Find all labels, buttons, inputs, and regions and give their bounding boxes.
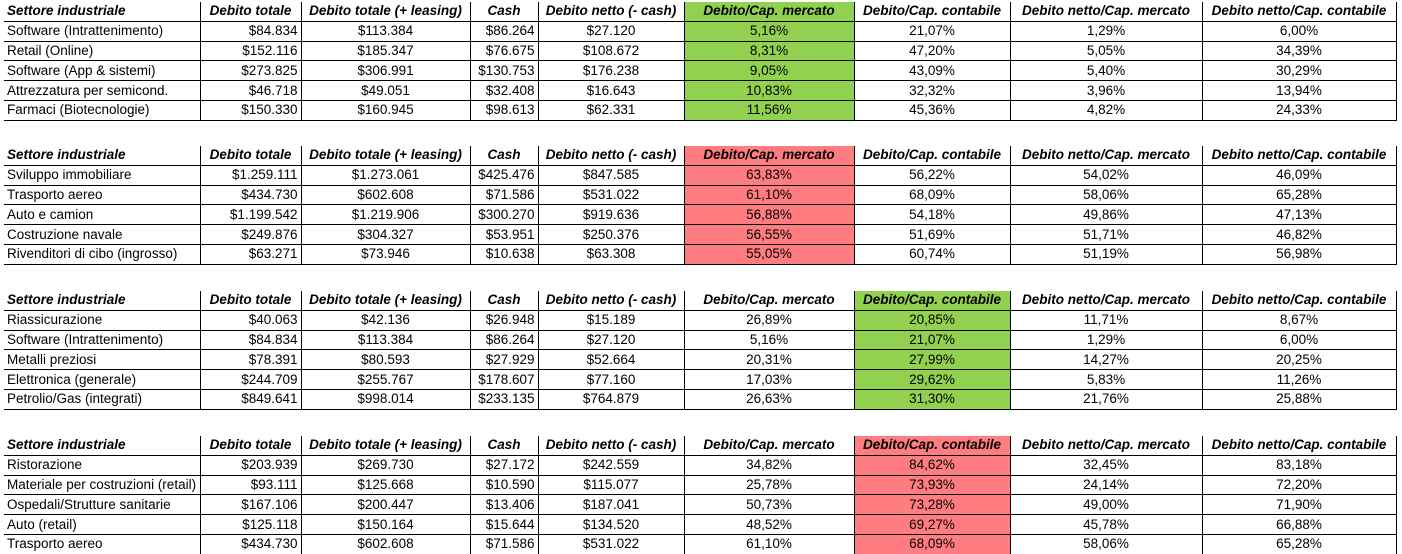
table-row	[4, 495, 1396, 515]
sector-cell[interactable]: Elettronica (generale)	[4, 370, 200, 390]
value-cell[interactable]: $134.520	[538, 515, 684, 535]
header-row	[4, 146, 1396, 165]
header-row	[4, 2, 1396, 21]
value-cell[interactable]: 21,07%	[854, 330, 1010, 350]
value-cell[interactable]: $300.270	[470, 205, 538, 225]
value-cell[interactable]: 5,16%	[684, 330, 854, 350]
value-cell[interactable]: $10.590	[470, 475, 538, 495]
table-row	[4, 310, 1396, 330]
value-cell[interactable]: $26.948	[470, 310, 538, 330]
column-header[interactable]: Debito totale (+ leasing)	[301, 291, 470, 310]
value-cell[interactable]: $16.643	[538, 81, 684, 101]
value-cell[interactable]: 24,14%	[1010, 475, 1202, 495]
value-cell[interactable]: 14,27%	[1010, 350, 1202, 370]
value-cell[interactable]: 50,73%	[684, 495, 854, 515]
value-cell[interactable]: 30,29%	[1202, 61, 1396, 81]
value-cell[interactable]: 34,82%	[684, 455, 854, 475]
sector-cell[interactable]: Costruzione navale	[4, 225, 200, 245]
value-cell[interactable]: $849.641	[200, 389, 301, 409]
value-cell[interactable]: 11,71%	[1010, 310, 1202, 330]
value-cell[interactable]: 61,10%	[684, 534, 854, 553]
column-header[interactable]: Debito netto (- cash)	[538, 291, 684, 310]
sector-cell[interactable]: Petrolio/Gas (integrati)	[4, 389, 200, 409]
value-cell[interactable]: 72,20%	[1202, 475, 1396, 495]
value-cell[interactable]: 21,07%	[854, 21, 1010, 41]
value-cell[interactable]: 56,55%	[684, 225, 854, 245]
value-cell[interactable]: $113.384	[301, 21, 470, 41]
value-cell[interactable]: 55,05%	[684, 244, 854, 264]
table-row	[4, 61, 1396, 81]
value-cell[interactable]: $249.876	[200, 225, 301, 245]
value-cell[interactable]: 1,29%	[1010, 330, 1202, 350]
value-cell[interactable]: 65,28%	[1202, 534, 1396, 553]
value-cell[interactable]: 54,02%	[1010, 165, 1202, 185]
column-header[interactable]: Debito totale	[200, 436, 301, 455]
value-cell[interactable]: $242.559	[538, 455, 684, 475]
sector-cell[interactable]: Auto (retail)	[4, 515, 200, 535]
value-cell[interactable]: 1,29%	[1010, 21, 1202, 41]
value-cell[interactable]: $1.273.061	[301, 165, 470, 185]
column-header[interactable]: Debito/Cap. mercato	[684, 2, 854, 21]
column-header[interactable]: Settore industriale	[4, 146, 200, 165]
column-header[interactable]: Debito/Cap. contabile	[854, 146, 1010, 165]
sector-cell[interactable]: Retail (Online)	[4, 41, 200, 61]
column-header[interactable]: Debito netto/Cap. mercato	[1010, 146, 1202, 165]
value-cell[interactable]: 27,99%	[854, 350, 1010, 370]
sector-cell[interactable]: Ristorazione	[4, 455, 200, 475]
value-cell[interactable]: $15.189	[538, 310, 684, 330]
value-cell[interactable]: $108.672	[538, 41, 684, 61]
table-row	[4, 21, 1396, 41]
column-header[interactable]: Debito totale (+ leasing)	[301, 2, 470, 21]
value-cell[interactable]: $53.951	[470, 225, 538, 245]
value-cell[interactable]: 26,89%	[684, 310, 854, 330]
column-header[interactable]: Debito totale	[200, 291, 301, 310]
column-header[interactable]: Debito/Cap. contabile	[854, 436, 1010, 455]
value-cell[interactable]: 20,25%	[1202, 350, 1396, 370]
value-cell[interactable]: $176.238	[538, 61, 684, 81]
table-row	[4, 205, 1396, 225]
value-cell[interactable]: $152.116	[200, 41, 301, 61]
value-cell[interactable]: 13,94%	[1202, 81, 1396, 101]
value-cell[interactable]: 11,56%	[684, 100, 854, 120]
value-cell[interactable]: $42.136	[301, 310, 470, 330]
value-cell[interactable]: $847.585	[538, 165, 684, 185]
value-cell[interactable]: $250.376	[538, 225, 684, 245]
value-cell[interactable]: $62.331	[538, 100, 684, 120]
column-header[interactable]: Debito netto (- cash)	[538, 146, 684, 165]
value-cell[interactable]: $150.330	[200, 100, 301, 120]
value-cell[interactable]: $27.120	[538, 21, 684, 41]
table-row	[4, 244, 1396, 264]
value-cell[interactable]: $49.051	[301, 81, 470, 101]
value-cell[interactable]: 6,00%	[1202, 330, 1396, 350]
value-cell[interactable]: 24,33%	[1202, 100, 1396, 120]
value-cell[interactable]: $1.259.111	[200, 165, 301, 185]
value-cell[interactable]: $93.111	[200, 475, 301, 495]
value-cell[interactable]: 71,90%	[1202, 495, 1396, 515]
column-header[interactable]: Cash	[470, 291, 538, 310]
value-cell[interactable]: $10.638	[470, 244, 538, 264]
column-header[interactable]: Debito/Cap. mercato	[684, 291, 854, 310]
column-header[interactable]: Debito netto/Cap. contabile	[1202, 146, 1396, 165]
value-cell[interactable]: 51,69%	[854, 225, 1010, 245]
value-cell[interactable]: 49,86%	[1010, 205, 1202, 225]
value-cell[interactable]: $919.636	[538, 205, 684, 225]
sector-cell[interactable]: Software (Intrattenimento)	[4, 21, 200, 41]
header-row	[4, 436, 1396, 455]
table-row	[4, 185, 1396, 205]
value-cell[interactable]: $1.219.906	[301, 205, 470, 225]
header-row	[4, 291, 1396, 310]
table-row	[4, 455, 1396, 475]
value-cell[interactable]: $27.929	[470, 350, 538, 370]
value-cell[interactable]: $255.767	[301, 370, 470, 390]
value-cell[interactable]: 60,74%	[854, 244, 1010, 264]
sector-cell[interactable]: Farmaci (Biotecnologie)	[4, 100, 200, 120]
value-cell[interactable]: 25,78%	[684, 475, 854, 495]
sector-cell[interactable]: Ospedali/Strutture sanitarie	[4, 495, 200, 515]
value-cell[interactable]: 11,26%	[1202, 370, 1396, 390]
value-cell[interactable]: $764.879	[538, 389, 684, 409]
value-cell[interactable]: 3,96%	[1010, 81, 1202, 101]
value-cell[interactable]: $244.709	[200, 370, 301, 390]
value-cell[interactable]: 8,67%	[1202, 310, 1396, 330]
column-header[interactable]: Debito netto/Cap. contabile	[1202, 436, 1396, 455]
value-cell[interactable]: 83,18%	[1202, 455, 1396, 475]
value-cell[interactable]: $86.264	[470, 330, 538, 350]
table-row	[4, 81, 1396, 101]
value-cell[interactable]: 17,03%	[684, 370, 854, 390]
value-cell[interactable]: 34,39%	[1202, 41, 1396, 61]
value-cell[interactable]: $200.447	[301, 495, 470, 515]
value-cell[interactable]: 20,31%	[684, 350, 854, 370]
sector-cell[interactable]: Trasporto aereo	[4, 534, 200, 553]
value-cell[interactable]: 46,09%	[1202, 165, 1396, 185]
sector-cell[interactable]: Riassicurazione	[4, 310, 200, 330]
value-cell[interactable]: $63.271	[200, 244, 301, 264]
column-header[interactable]: Settore industriale	[4, 291, 200, 310]
value-cell[interactable]: 9,05%	[684, 61, 854, 81]
table-row	[4, 389, 1396, 409]
value-cell[interactable]: $425.476	[470, 165, 538, 185]
sector-cell[interactable]: Software (App & sistemi)	[4, 61, 200, 81]
value-cell[interactable]: $73.946	[301, 244, 470, 264]
value-cell[interactable]: $113.384	[301, 330, 470, 350]
column-header[interactable]: Debito netto (- cash)	[538, 436, 684, 455]
value-cell[interactable]: $71.586	[470, 185, 538, 205]
value-cell[interactable]: $76.675	[470, 41, 538, 61]
value-cell[interactable]: 5,40%	[1010, 61, 1202, 81]
table-row	[4, 100, 1396, 120]
value-cell[interactable]: $27.120	[538, 330, 684, 350]
sector-cell[interactable]: Materiale per costruzioni (retail)	[4, 475, 200, 495]
column-header[interactable]: Cash	[470, 436, 538, 455]
value-cell[interactable]: $63.308	[538, 244, 684, 264]
sector-cell[interactable]: Trasporto aereo	[4, 185, 200, 205]
value-cell[interactable]: $434.730	[200, 534, 301, 553]
sector-cell[interactable]: Auto e camion	[4, 205, 200, 225]
value-cell[interactable]: 21,76%	[1010, 389, 1202, 409]
sector-cell[interactable]: Software (Intrattenimento)	[4, 330, 200, 350]
column-header[interactable]: Debito netto (- cash)	[538, 2, 684, 21]
table-row	[4, 534, 1396, 553]
value-cell[interactable]: $13.406	[470, 495, 538, 515]
value-cell[interactable]: 51,19%	[1010, 244, 1202, 264]
value-cell[interactable]: $160.945	[301, 100, 470, 120]
value-cell[interactable]: 84,62%	[854, 455, 1010, 475]
value-cell[interactable]: 56,22%	[854, 165, 1010, 185]
value-cell[interactable]: 49,00%	[1010, 495, 1202, 515]
table-row	[4, 515, 1396, 535]
value-cell[interactable]: 58,06%	[1010, 534, 1202, 553]
value-cell[interactable]: $15.644	[470, 515, 538, 535]
value-cell[interactable]: $27.172	[470, 455, 538, 475]
value-cell[interactable]: 32,32%	[854, 81, 1010, 101]
value-cell[interactable]: 29,62%	[854, 370, 1010, 390]
column-header[interactable]: Debito/Cap. mercato	[684, 436, 854, 455]
value-cell[interactable]: $32.408	[470, 81, 538, 101]
value-cell[interactable]: $273.825	[200, 61, 301, 81]
column-header[interactable]: Settore industriale	[4, 436, 200, 455]
column-header[interactable]: Debito/Cap. contabile	[854, 291, 1010, 310]
column-header[interactable]: Debito totale	[200, 146, 301, 165]
data-table-3	[4, 291, 1397, 410]
data-table-4	[4, 436, 1397, 554]
value-cell[interactable]: 5,05%	[1010, 41, 1202, 61]
value-cell[interactable]: 8,31%	[684, 41, 854, 61]
value-cell[interactable]: $602.608	[301, 185, 470, 205]
value-cell[interactable]: 51,71%	[1010, 225, 1202, 245]
value-cell[interactable]: 56,98%	[1202, 244, 1396, 264]
value-cell[interactable]: $40.063	[200, 310, 301, 330]
column-header[interactable]: Debito totale	[200, 2, 301, 21]
value-cell[interactable]: 46,82%	[1202, 225, 1396, 245]
column-header[interactable]: Debito netto/Cap. contabile	[1202, 2, 1396, 21]
value-cell[interactable]: 68,09%	[854, 534, 1010, 553]
column-header[interactable]: Debito netto/Cap. mercato	[1010, 291, 1202, 310]
value-cell[interactable]: $269.730	[301, 455, 470, 475]
table-row	[4, 225, 1396, 245]
value-cell[interactable]: $71.586	[470, 534, 538, 553]
value-cell[interactable]: $306.991	[301, 61, 470, 81]
value-cell[interactable]: 56,88%	[684, 205, 854, 225]
value-cell[interactable]: $185.347	[301, 41, 470, 61]
table-row	[4, 165, 1396, 185]
value-cell[interactable]: $304.327	[301, 225, 470, 245]
table-row	[4, 330, 1396, 350]
value-cell[interactable]: $46.718	[200, 81, 301, 101]
value-cell[interactable]: 47,20%	[854, 41, 1010, 61]
value-cell[interactable]: $98.613	[470, 100, 538, 120]
value-cell[interactable]: 73,93%	[854, 475, 1010, 495]
value-cell[interactable]: 69,27%	[854, 515, 1010, 535]
value-cell[interactable]: 45,78%	[1010, 515, 1202, 535]
value-cell[interactable]: $80.593	[301, 350, 470, 370]
value-cell[interactable]: 4,82%	[1010, 100, 1202, 120]
value-cell[interactable]: $203.939	[200, 455, 301, 475]
value-cell[interactable]: 5,83%	[1010, 370, 1202, 390]
value-cell[interactable]: $167.106	[200, 495, 301, 515]
column-header[interactable]: Debito netto/Cap. mercato	[1010, 436, 1202, 455]
value-cell[interactable]: $602.608	[301, 534, 470, 553]
value-cell[interactable]: 47,13%	[1202, 205, 1396, 225]
column-header[interactable]: Debito netto/Cap. contabile	[1202, 291, 1396, 310]
value-cell[interactable]: $125.118	[200, 515, 301, 535]
data-table-1	[4, 2, 1397, 121]
column-header[interactable]: Debito totale (+ leasing)	[301, 436, 470, 455]
value-cell[interactable]: $531.022	[538, 534, 684, 553]
column-header[interactable]: Settore industriale	[4, 2, 200, 21]
value-cell[interactable]: 63,83%	[684, 165, 854, 185]
value-cell[interactable]: $178.607	[470, 370, 538, 390]
value-cell[interactable]: $233.135	[470, 389, 538, 409]
value-cell[interactable]: 65,28%	[1202, 185, 1396, 205]
value-cell[interactable]: $998.014	[301, 389, 470, 409]
value-cell[interactable]: $1.199.542	[200, 205, 301, 225]
value-cell[interactable]: 68,09%	[854, 185, 1010, 205]
column-header[interactable]: Debito netto/Cap. mercato	[1010, 2, 1202, 21]
value-cell[interactable]: $434.730	[200, 185, 301, 205]
sector-cell[interactable]: Metalli preziosi	[4, 350, 200, 370]
value-cell[interactable]: 45,36%	[854, 100, 1010, 120]
sector-cell[interactable]: Attrezzatura per semicond.	[4, 81, 200, 101]
value-cell[interactable]: 48,52%	[684, 515, 854, 535]
value-cell[interactable]: 10,83%	[684, 81, 854, 101]
value-cell[interactable]: $115.077	[538, 475, 684, 495]
value-cell[interactable]: 6,00%	[1202, 21, 1396, 41]
table-row	[4, 350, 1396, 370]
value-cell[interactable]: 25,88%	[1202, 389, 1396, 409]
column-header[interactable]: Cash	[470, 146, 538, 165]
value-cell[interactable]: 26,63%	[684, 389, 854, 409]
value-cell[interactable]: $52.664	[538, 350, 684, 370]
value-cell[interactable]: $84.834	[200, 21, 301, 41]
value-cell[interactable]: 5,16%	[684, 21, 854, 41]
sector-cell[interactable]: Sviluppo immobiliare	[4, 165, 200, 185]
value-cell[interactable]: 31,30%	[854, 389, 1010, 409]
table-row	[4, 41, 1396, 61]
value-cell[interactable]: $531.022	[538, 185, 684, 205]
value-cell[interactable]: 66,88%	[1202, 515, 1396, 535]
value-cell[interactable]: $130.753	[470, 61, 538, 81]
value-cell[interactable]: 73,28%	[854, 495, 1010, 515]
value-cell[interactable]: $125.668	[301, 475, 470, 495]
data-table-2	[4, 146, 1397, 265]
value-cell[interactable]: $86.264	[470, 21, 538, 41]
value-cell[interactable]: 32,45%	[1010, 455, 1202, 475]
column-header[interactable]: Debito/Cap. mercato	[684, 146, 854, 165]
value-cell[interactable]: $78.391	[200, 350, 301, 370]
table-row	[4, 370, 1396, 390]
column-header[interactable]: Cash	[470, 2, 538, 21]
value-cell[interactable]: 61,10%	[684, 185, 854, 205]
value-cell[interactable]: $77.160	[538, 370, 684, 390]
table-row	[4, 475, 1396, 495]
value-cell[interactable]: 43,09%	[854, 61, 1010, 81]
value-cell[interactable]: $187.041	[538, 495, 684, 515]
column-header[interactable]: Debito/Cap. contabile	[854, 2, 1010, 21]
value-cell[interactable]: 58,06%	[1010, 185, 1202, 205]
value-cell[interactable]: 54,18%	[854, 205, 1010, 225]
value-cell[interactable]: $150.164	[301, 515, 470, 535]
value-cell[interactable]: 20,85%	[854, 310, 1010, 330]
sector-cell[interactable]: Rivenditori di cibo (ingrosso)	[4, 244, 200, 264]
column-header[interactable]: Debito totale (+ leasing)	[301, 146, 470, 165]
value-cell[interactable]: $84.834	[200, 330, 301, 350]
